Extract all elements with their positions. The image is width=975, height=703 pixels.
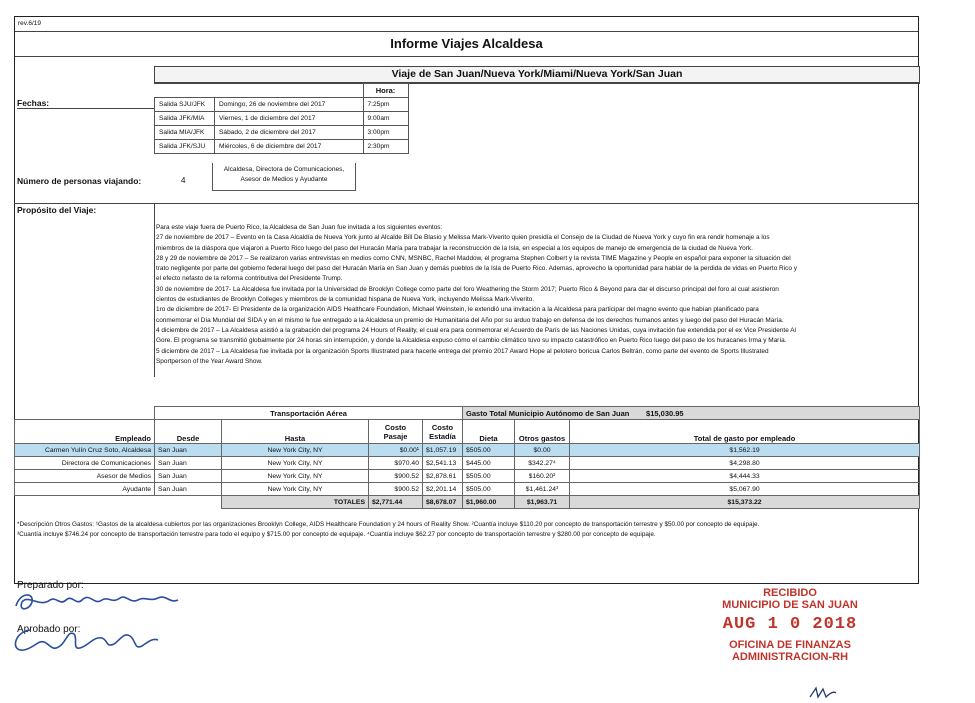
cell-estadia: $2,201.14 [423,483,463,496]
flight-date: Viernes, 1 de diciembre del 2017 [215,112,364,126]
total-general: $15,373.22 [570,496,920,509]
stamp-municipio: MUNICIPIO DE SAN JUAN [722,599,858,611]
cell-pasaje: $970.40 [369,457,423,470]
purpose-text [156,223,916,367]
col-empleado: Empleado [15,420,155,444]
cell-empleado: Carmen Yulín Cruz Soto, Alcaldesa [15,444,155,457]
cell-hasta: New York City, NY [222,470,369,483]
purpose-line: Sportperson of the Year Award Show. [156,357,263,365]
cell-total: $1,562.19 [570,444,920,457]
flight-date: Sábado, 2 de diciembre del 2017 [215,126,364,140]
stamp-administracion: ADMINISTRACION-RH [731,651,849,663]
revision-label: rev.6/19 [18,20,42,27]
cell-pasaje: $0.00¹ [369,444,423,457]
flights-table [154,83,409,154]
col-otros-gastos: Otros gastos [515,420,570,444]
table-row [15,444,920,457]
cell-otros: $160.20² [515,470,570,483]
purpose-line: cientos de estudiantes de Brooklyn Colleges y miembros de la comunidad hispana de Nueva York, incluyendo Melissa Mark-Viverito. [156,296,535,304]
col-desde: Desde [155,420,222,444]
travelers-desc-line: Asesor de Medios y Ayudante [240,176,328,183]
cell-pasaje: $900.52 [369,470,423,483]
gasto-total-cell [463,407,920,420]
cell-empleado: Ayudante [15,483,155,496]
expenses-table [14,406,920,509]
flight-time: 7:25pm [363,98,408,112]
table-row [15,483,920,496]
flight-leg: Salida JFK/SJU [155,140,215,154]
table-row [15,470,920,483]
col-costo-pasaje: Costo Pasaje [369,420,423,444]
flight-row [155,112,409,126]
total-otros: $1,963.71 [515,496,570,509]
purpose-line: 30 de noviembre de 2017- La Alcaldesa fue invitada por la Universidad de Brooklyn College como parte del foro Weathering the Storm 2017; Puerto Rico & Beyond para dar el discurso principal del foro al cual asistieron [156,285,779,293]
cell-empleado: Directora de Comunicaciones [15,457,155,470]
cell-pasaje: $900.52 [369,483,423,496]
total-dieta: $1,960.00 [463,496,515,509]
purpose-line: Para este viaje fuera de Puerto Rico, la Alcaldesa de San Juan fue invitada a los siguientes eventos: [156,224,443,231]
totals-label: TOTALES [222,496,369,509]
cell-dieta: $505.00 [463,483,515,496]
flight-row [155,126,409,140]
gasto-total-label: Gasto Total Municipio Autónomo de San Juan [466,408,630,418]
purpose-line: miembros de la diáspora que viajaron a Puerto Rico luego del paso del Huracán María para trabajar la reconstrucción de la Isla, en especial a los equipos de manejo de emergencia de la ciudad de Nueva York. [156,244,753,252]
flight-leg: Salida MIA/JFK [155,126,215,140]
hora-header: Hora: [363,84,408,98]
purpose-line: 28 y 29 de noviembre de 2017 – Se realizaron varias entrevistas en medios como CNN, MSNBC, Rachel Maddow, el programa Stephen Colbert y la revista TIME Magazine y People en español para exponer la situación del [156,254,791,262]
purpose-line: conmemorar el Día Mundial del SIDA y en el mismo le fue entregado a la Alcaldesa un premio de Humanitaria del Año por su arduo trabajo en defensa de los derechos humanos antes y luego del paso del Huracán María. [156,316,784,324]
cell-estadia: $2,878.61 [423,470,463,483]
purpose-line: el efecto nefasto de la reforma contributiva del Presidente Trump. [156,275,343,283]
cell-total: $5,067.90 [570,483,920,496]
purpose-label: Propósito del Viaje: [17,205,97,215]
cell-total: $4,298.80 [570,457,920,470]
col-costo-estadia: Costo Estadía [423,420,463,444]
cell-total: $4,444.33 [570,470,920,483]
cell-otros: $0.00 [515,444,570,457]
cell-desde: San Juan [155,483,222,496]
cell-dieta: $505.00 [463,470,515,483]
purpose-line: 1ro de diciembre de 2017- El Presidente de la organización AIDS Healthcare Foundation, Michael Weinstein, le extendió una invitación a la Alcaldesa para participar del magno evento que habían planificado para [156,306,759,314]
purpose-line: 27 de noviembre de 2017 – Evento en la Casa Alcaldía de Nueva York junto al Alcalde Bill De Blasio y Melissa Mark-Viverito quien presidía el Consejo de la Ciudad de Nueva York y cuyo fin era rendir homenaje a los [156,234,770,242]
travelers-count: 4 [181,176,186,185]
footnote-line: ³Cuantía incluye $746.24 por concepto de transportación terrestre para todo el equipo y $715.00 por concepto de equipaje. ⁴Cuantía incluye $62.27 por concepto de transportación terrestre y $280.00 por concepto de equipaje. [17,531,656,538]
signature-prepared [10,588,185,618]
col-total-empleado: Total de gasto por empleado [570,420,920,444]
stamp-initials [808,685,838,700]
cell-otros: $1,461.24³ [515,483,570,496]
travelers-description [212,163,356,191]
stamp-date: AUG 1 0 2018 [722,615,858,634]
received-stamp [700,587,880,663]
flight-row [155,140,409,154]
cell-desde: San Juan [155,470,222,483]
flight-time: 9:00am [363,112,408,126]
col-dieta: Dieta [463,420,515,444]
prepared-by-label: Preparado por: [17,580,84,591]
flight-leg: Salida JFK/MIA [155,112,215,126]
flight-time: 2:30pm [363,140,408,154]
flight-leg: Salida SJU/JFK [155,98,215,112]
cell-estadia: $2,541.13 [423,457,463,470]
cell-dieta: $505.00 [463,444,515,457]
cell-hasta: New York City, NY [222,444,369,457]
purpose-line: Gore. El programa se transmitió globalmente por 24 horas sin interrupción, y donde la Alcaldesa expuso cómo el cambio climático tuvo su impacto catastrófico en Puerto Rico luego del paso de los huracanes Irma y María. [156,337,787,345]
flight-date: Domingo, 26 de noviembre del 2017 [215,98,364,112]
total-pasaje: $2,771.44 [369,496,423,509]
purpose-line: trato negligente por parte del gobierno federal luego del paso del Huracán María en San Juan y demás pueblos de la Isla de Puerto Rico. Ademas, aprovecho la oportunidad para hablar de la perdida de vidas en Puerto Rico y [156,265,797,273]
cell-hasta: New York City, NY [222,483,369,496]
cell-estadia: $1,057.19 [423,444,463,457]
cell-hasta: New York City, NY [222,457,369,470]
fechas-label: Fechas: [17,98,155,109]
totals-row [15,496,920,509]
flight-date: Miércoles, 6 de diciembre del 2017 [215,140,364,154]
stamp-oficina: OFICINA DE FINANZAS [729,639,851,651]
transport-header: Transportación Aérea [155,407,463,420]
travelers-desc-line: Alcaldesa, Directora de Comunicaciones, [223,166,345,173]
footnotes [17,520,917,540]
stamp-received: RECIBIDO [763,587,817,599]
total-estadia: $8,678.07 [423,496,463,509]
col-hasta: Hasta [222,420,369,444]
approved-by-label: Aprobado por: [17,624,81,635]
cell-otros: $342.27⁴ [515,457,570,470]
cell-empleado: Asesor de Medios [15,470,155,483]
flight-time: 3:00pm [363,126,408,140]
cell-desde: San Juan [155,457,222,470]
gasto-total-value: $15,030.95 [646,408,684,418]
purpose-line: 5 diciembre de 2017 – La Alcaldesa fue invitada por la organización Sports Illustrated para hacerle entrega del premio 2017 Award Hope al pelotero boricua Carlos Beltrán, como parte del evento de Sports Illustrated [156,347,769,355]
table-row [15,457,920,470]
travelers-label: Número de personas viajando: [17,176,142,186]
flight-row [155,98,409,112]
cell-desde: San Juan [155,444,222,457]
footnote-line: *Descripción Otros Gastos: ¹Gastos de la alcaldesa cubiertos por las organizaciones Brooklyn College, AIDS Healthcare Foundation y 24 hours of Reality Show. ²Cuantía incluye $110.20 por concepto de transportación terrestre y $50.00 por concepto de equipaje. [17,521,760,528]
cell-dieta: $445.00 [463,457,515,470]
report-title: Informe Viajes Alcaldesa [15,31,918,57]
trip-route: Viaje de San Juan/Nueva York/Miami/Nueva York/San Juan [154,66,920,84]
signature-approved [8,616,178,658]
purpose-line: 4 diciembre de 2017 – La Alcaldesa asistió a la grabación del programa 24 Hours of Reality, el cual era para conmemorar el Acuerdo de París de las Naciones Unidas, cuya invitación fue extendida por el ex Vice Presidente Al [156,326,796,334]
